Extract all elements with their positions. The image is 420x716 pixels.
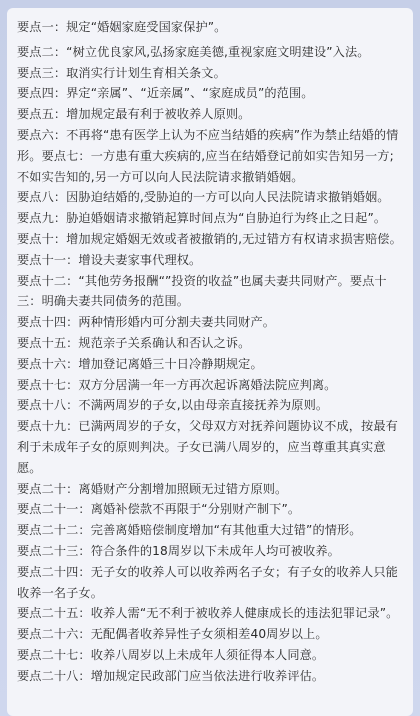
point-item: 要点二十一：离婚补偿款不再限于“分别财产制下”。 — [17, 502, 301, 517]
point-item: 要点十六：增加登记离婚三十日冷静期规定。 — [17, 356, 263, 371]
point-item: 要点二十四：无子女的收养人可以收养两名子女；有子女的收养人只能收养一名子女。 — [17, 564, 398, 600]
point-item: 要点十七：双方分居满一年一方再次起诉离婚法院应判离。 — [17, 377, 337, 392]
document-card — [7, 8, 413, 716]
point-item: 要点十五：规范亲子关系确认和否认之诉。 — [17, 335, 251, 350]
point-item: 要点十九：已满两周岁的子女，父母双方对抚养问题协议不成，按最有利于未成年子女的原则判决。子女已满八周岁的，应当尊重其真实意愿。 — [17, 419, 398, 475]
point-item: 要点十四：两种情形婚内可分割夫妻共同财产。 — [17, 315, 276, 330]
point-item: 要点二十五：收养人需“无不利于被收养人健康成长的违法犯罪记录”。 — [17, 606, 399, 621]
point-item: 要点十八：不满两周岁的子女,以由母亲直接抚养为原则。 — [17, 398, 329, 413]
point-item: 要点二十：离婚财产分割增加照顾无过错方原则。 — [17, 481, 288, 496]
point-item: 要点五：增加规定最有利于被收养人原则。 — [17, 107, 251, 122]
point-item: 要点二十三：符合条件的18周岁以下未成年人均可被收养。 — [17, 543, 340, 558]
point-item: 要点一：规定“婚姻家庭受国家保护”。 — [17, 20, 227, 34]
point-item: 要点二十八：增加规定民政部门应当依法进行收养评估。 — [17, 668, 325, 683]
point-item: 要点二：“树立优良家风,弘扬家庭美德,重视家庭文明建设”入法。 — [17, 44, 370, 59]
point-item: 要点三：取消实行计划生育相关条文。 — [17, 65, 226, 80]
point-item: 要点二十六：无配偶者收养异性子女须相差40周岁以上。 — [17, 627, 328, 642]
point-item: 要点六：不再将“患有医学上认为不应当结婚的疾病”作为禁止结婚的情形。要点七：一方患有重大疾病的,应当在结婚登记前如实告知另一方;不如实告知的,另一方可以向人民法院请求撤销婚姻。 — [17, 127, 399, 184]
point-item: 要点八：因胁迫结婚的,受胁迫的一方可以向人民法院请求撤销婚姻。 — [17, 190, 390, 205]
point-item: 要点二十七：收养八周岁以上未成年人须征得本人同意。 — [17, 647, 325, 662]
point-item: 要点二十二：完善离婚赔偿制度增加“有其他重大过错”的情形。 — [17, 523, 362, 538]
point-item: 要点十二：“其他劳务报酬“”投资的收益”也属夫妻共同财产。要点十三：明确夫妻共同债务的范围。 — [17, 273, 387, 309]
point-item: 要点九：胁迫婚姻请求撤销起算时间点为“自胁迫行为终止之日起”。 — [17, 211, 387, 226]
point-item: 要点十：增加规定婚姻无效或者被撤销的,无过错方有权请求损害赔偿。 — [17, 231, 402, 246]
point-item: 要点十一：增设夫妻家事代理权。 — [17, 252, 202, 267]
document-body — [17, 17, 404, 687]
point-item: 要点四：界定“亲属”、“近亲属”、“家庭成员”的范围。 — [17, 86, 314, 101]
